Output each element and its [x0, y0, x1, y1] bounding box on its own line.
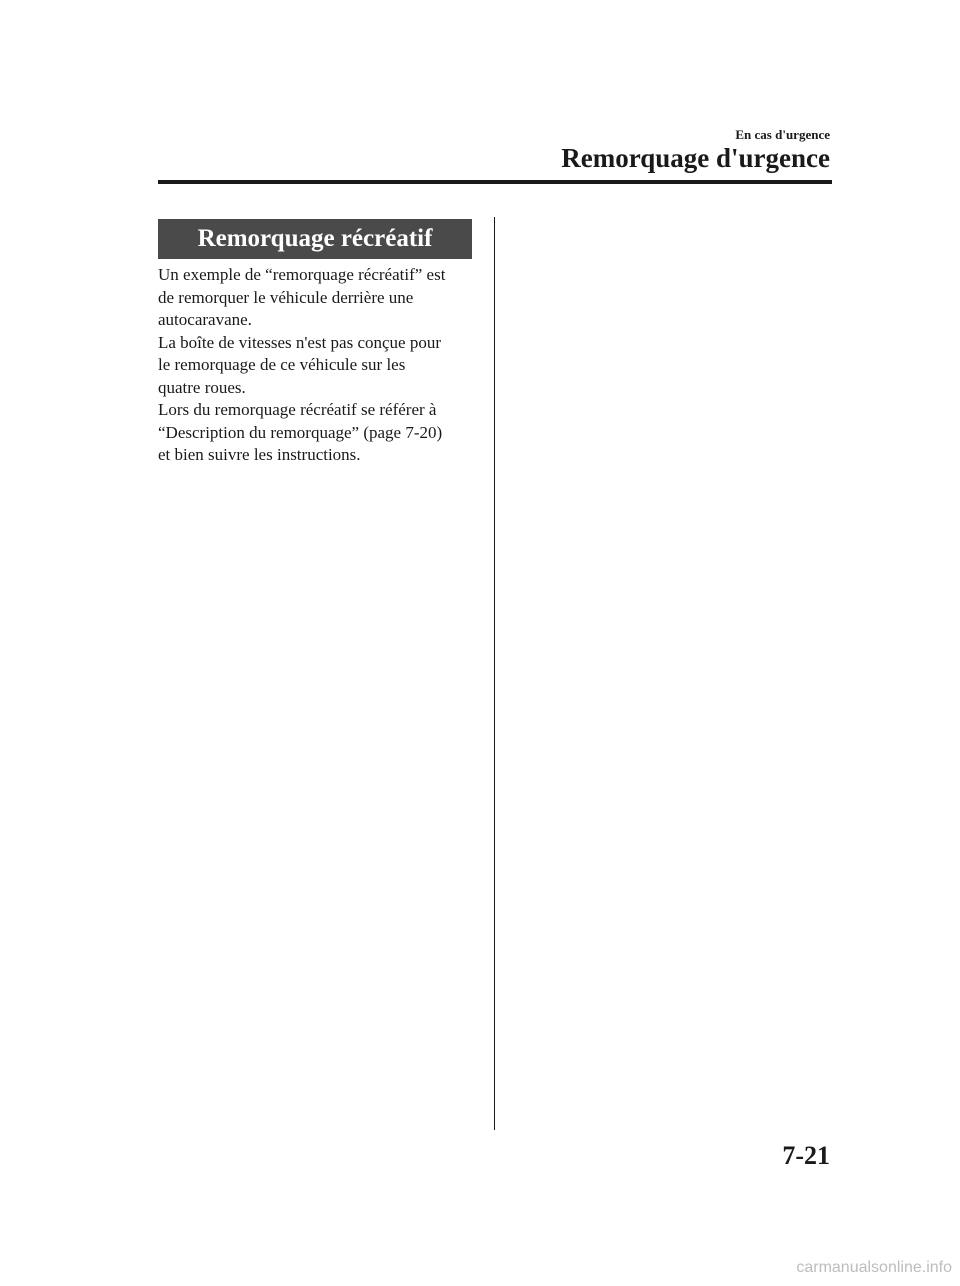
- column-divider: [494, 217, 495, 1130]
- body-line: La boîte de vitesses n'est pas conçue pour: [158, 332, 442, 352]
- chapter-label: En cas d'urgence: [735, 127, 830, 142]
- watermark: carmanualsonline.info: [796, 1259, 952, 1276]
- body-line: de remorquer le véhicule derrière une: [158, 287, 414, 307]
- header-rule: [158, 180, 832, 184]
- body-line: le remorquage de ce véhicule sur les: [158, 355, 406, 374]
- body-line: “Description du remorquage” (page 7-20): [158, 422, 443, 442]
- body-line: Un exemple de “remorquage récréatif” est: [158, 265, 446, 284]
- body-line: Lors du remorquage récréatif se référer à: [158, 400, 437, 419]
- body-line: quatre roues.: [158, 377, 246, 397]
- page-title: Remorquage d'urgence: [561, 143, 830, 173]
- page-number: 7-21: [782, 1141, 830, 1170]
- section-body: [158, 264, 478, 467]
- body-line: autocaravane.: [158, 310, 252, 329]
- section-heading: Remorquage récréatif: [158, 219, 472, 259]
- body-line: et bien suivre les instructions.: [158, 445, 361, 464]
